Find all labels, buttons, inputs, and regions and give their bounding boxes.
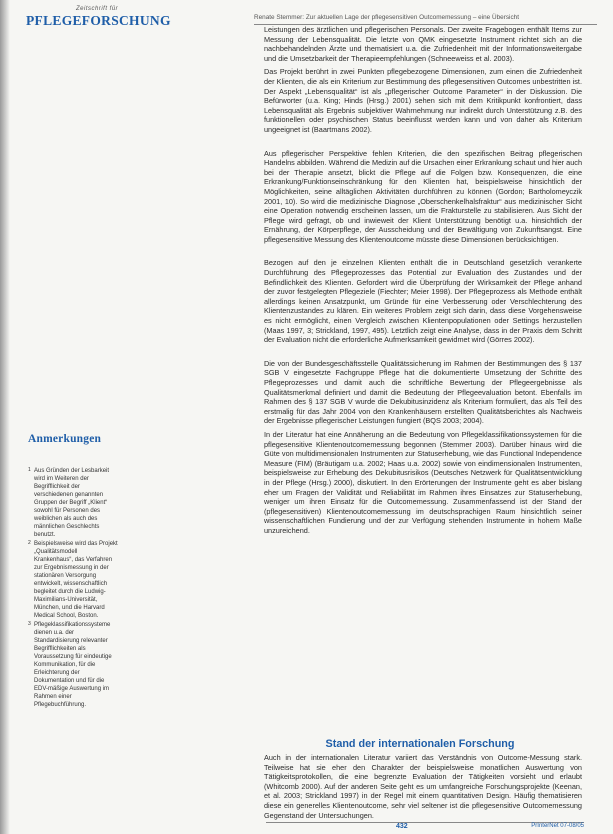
page-number: 432 [396,823,408,830]
paragraph: Aus pflegerischer Perspektive fehlen Kriterien, die den spezifischen Beitrag pflegerischen Handelns abbilden. Während die Medizin auf die Ursachen einer Erkrankung schaut und hier auch bei der Therapie ansetzt, blickt die Pflege auf die Folgen bzw. Konsequenzen, die eine Erkrankung/Funktionseinschränkung für den Klienten hat, beispielsweise hinsichtlich der Möglichkeiten, seine alltäglichen Aktivitäten durchführen zu können (Gordon; Bartholomeyczik 2001, 10). So wird die medizinische Diagnose „Oberschenkelhalsfraktur“ aus medizinischer Sicht eine Operation notwendig erscheinen lassen, um die Frakturstelle zu stabilisieren. Aus Sicht der Pflege wird gefragt, ob und inwieweit der Klient Unterstützung benötigt u.a. hinsichtlich der Ernährung, der Körperpflege, der Ausscheidung und der Bewältigung von Zukunftsangst. Eine pflegesensitive Messung des Klientenoutcome müsste diese Dimensionen berücksichtigen. [264,148,582,244]
section-paragraph: Auch in der internationalen Literatur variiert das Verständnis von Outcome-Messung stark. Teilweise hat sie eher den Charakter der beispielsweise monatlichen Auswertung von Tätigkeitsprotokollen, die eine begrenzte Evaluation der Tätigkeiten vorsieht und erlaubt (Whitcomb 2000). Auf der anderen Seite geht es um umfangreiche Forschungsprojekte (Keenan, et al. 2003; Strickland 1997) in der Regel mit einem quantitativen Design. Häufig thematisieren diese ein generelles Klientenoutcome, sehr viel seltener ist die pflegesensitive Outcomemessung Gegenstand der Untersuchungen. [264,753,582,820]
main-text-column [264,25,582,540]
page-footer [266,822,584,832]
journal-logo: PFLEGEFORSCHUNG [26,13,171,28]
footnote [28,467,118,539]
page-edge-shadow [0,0,10,834]
footnote [28,540,118,620]
paragraph: Bezogen auf den je einzelnen Klienten enthält die in Deutschland gesetzlich verankerte Durchführung des Pflegeprozesses das Potential zur Evaluation des Zustandes und der Befindlichkeit des Klienten. Gefordert wird die Überprüfung der Wirksamkeit der Pflege anhand der zuvor festgelegten Pflegeziele (Fiechter; Meier 1998). Der Pflegeprozess als Methode enthält allerdings keinen Ansatzpunkt, um Gründe für eine Verbesserung oder Verschlechterung des Klientenzustandes zu klären. Ein weiteres Problem zeigt sich darin, dass diese Vorgehensweise es nicht ermöglicht, einen Vergleich zwischen Klientenpopulationen oder Settings herzustellen (Maas 1997, 3; Strickland, 1997, 495). Letztlich zeigt eine Analyse, dass in der Praxis dem Schritt der Evaluation nicht die erforderliche Aufmerksamkeit gewidmet wird (Görres 2002). [264,258,582,345]
paragraph: In der Literatur hat eine Annäherung an die Bedeutung von Pflegeklassifikationssystemen für die pflegesensitive Klientenoutcomemessung begonnen (Stemmer 2003). Darüber hinaus wird die Güte von multidimensionalen Instrumenten zur Statuserhebung, wie das Functional Independence Measure (FIM) (Bräutigam u.a. 2002; Haas u.a. 2002) sowie von eindimensionalen Instrumenten, beispielsweise zur Erhebung des Dekubitusrisikos (Deutsches Netzwerk für Qualitätsentwicklung in der Pflege (Hrsg.) 2000), diskutiert. In den Erörterungen der Instrumente geht es aber bislang eher um Fragen der Validität und Reliabilität im Rahmen ihres Einsatzes zur Statuserhebung, weniger um ihren Einsatz für die Outcomemessung. Zusammenfassend ist der Stand der (pflegesensitiven) Klientenoutcomemessung im deutschsprachigen Raum hinsichtlich seiner wissenschaftlichen Fundierung und der zur Verfügung stehenden Instrumente in hohem Maße unzureichend. [264,429,582,535]
footnote-number: 2 [28,540,31,546]
footnote-text: Aus Gründen der Lesbarkeit wird im Weiteren der Begrifflichkeit der verschiedenen genannten Gruppen der Begriff „Klient“ sowohl für Personen des weiblichen als auch des männlichen Geschlechts benutzt. [34,468,110,538]
footnote-text: Beispielsweise wird das Projekt „Qualitätsmodell Krankenhaus“, das Verfahren zur Ergebnismessung in der stationären Versorgung entwickelt, wissenschaftlich begleitet durch die Ludwig-Maximilians-Universität, München, und die Harvard Medical School, Boston. [34,541,118,619]
running-title: Renate Stemmer: Zur aktuellen Lage der pflegesensitiven Outcomemessung – eine Übersicht [254,14,519,21]
footnotes-sidebar [28,435,118,710]
paragraph: Das Projekt berührt in zwei Punkten pflegebezogene Dimensionen, zum einen die Zufriedenheit der Klienten, die als ein Kriterium zur Bestimmung des pflegesensitiven Outcomes unbestritten ist. Der Aspekt „Lebensqualität“ ist als „pflegerischer Outcome Parameter“ in der Diskussion. Die Befürworter (u.a. King; Hinds (Hrsg.) 2001) sehen sich mit dem Kritikpunkt konfrontiert, dass Lebensqualität als Ergebnis subjektiver Wahrnehmung nur indirekt durch Unterstützung z.B. des funktionellen oder psychischen Status beeinflusst werden kann und von daher als Kriterium ungeeignet ist (Baartmans 2002). [264,67,582,134]
brand-tagline: Zeitschrift für [76,6,119,12]
section-heading: Stand der internationalen Forschung [325,738,515,750]
paragraph: Die von der Bundesgeschäftsstelle Qualitätssicherung im Rahmen der Bestimmungen des § 137 SGB V eingesetzte Fachgruppe Pflege hat die dokumentierte Umsetzung der Schritte des Pflegeprozesses und damit auch die schriftliche Bewertung der Pflegeergebnisse als Qualitätsmerkmal definiert und damit die Bedeutung der Pflegeevaluation betont. Ebenfalls im Rahmen des § 137 SGB V wurde die Dekubitusinzidenz als Kriterium formuliert, das als Teil des erstmalig für das Jahr 2004 von den Krankenhäusern erstellten Qualitätsberichtes als Nachweis der Ergebnisse pflegerischer Leistungen fungiert (BQS 2003; 2004). [264,358,582,426]
footnotes-heading: Anmerkungen [28,433,102,445]
footnote [28,621,118,709]
footnote-number: 3 [28,621,31,627]
footnote-number: 1 [28,467,31,473]
paragraph: Leistungen des ärztlichen und pflegerischen Personals. Der zweite Fragebogen enthält Items zur Messung der Lebensqualität. Die letzte von QMK eingesetzte Instrument richtet sich an die nachbehandelnden Ärzte und thematisiert u.a. die Zufriedenheit mit der Informationsweitergabe und die Umsetzbarkeit der Therapieempfehlungen (Schneeweiss et al. 2003). [264,25,582,63]
footnote-text: Pflegeklassifikationssysteme dienen u.a. der Standardisierung relevanter Begrifflichkeiten als Voraussetzung für eindeutige Kommunikation, für die Erleichterung der Dokumentation und für die EDV-mäßige Auswertung im Rahmen einer Pflegebuchführung. [34,622,112,708]
journal-issue: PrInterNet 07-08/05 [531,823,584,829]
